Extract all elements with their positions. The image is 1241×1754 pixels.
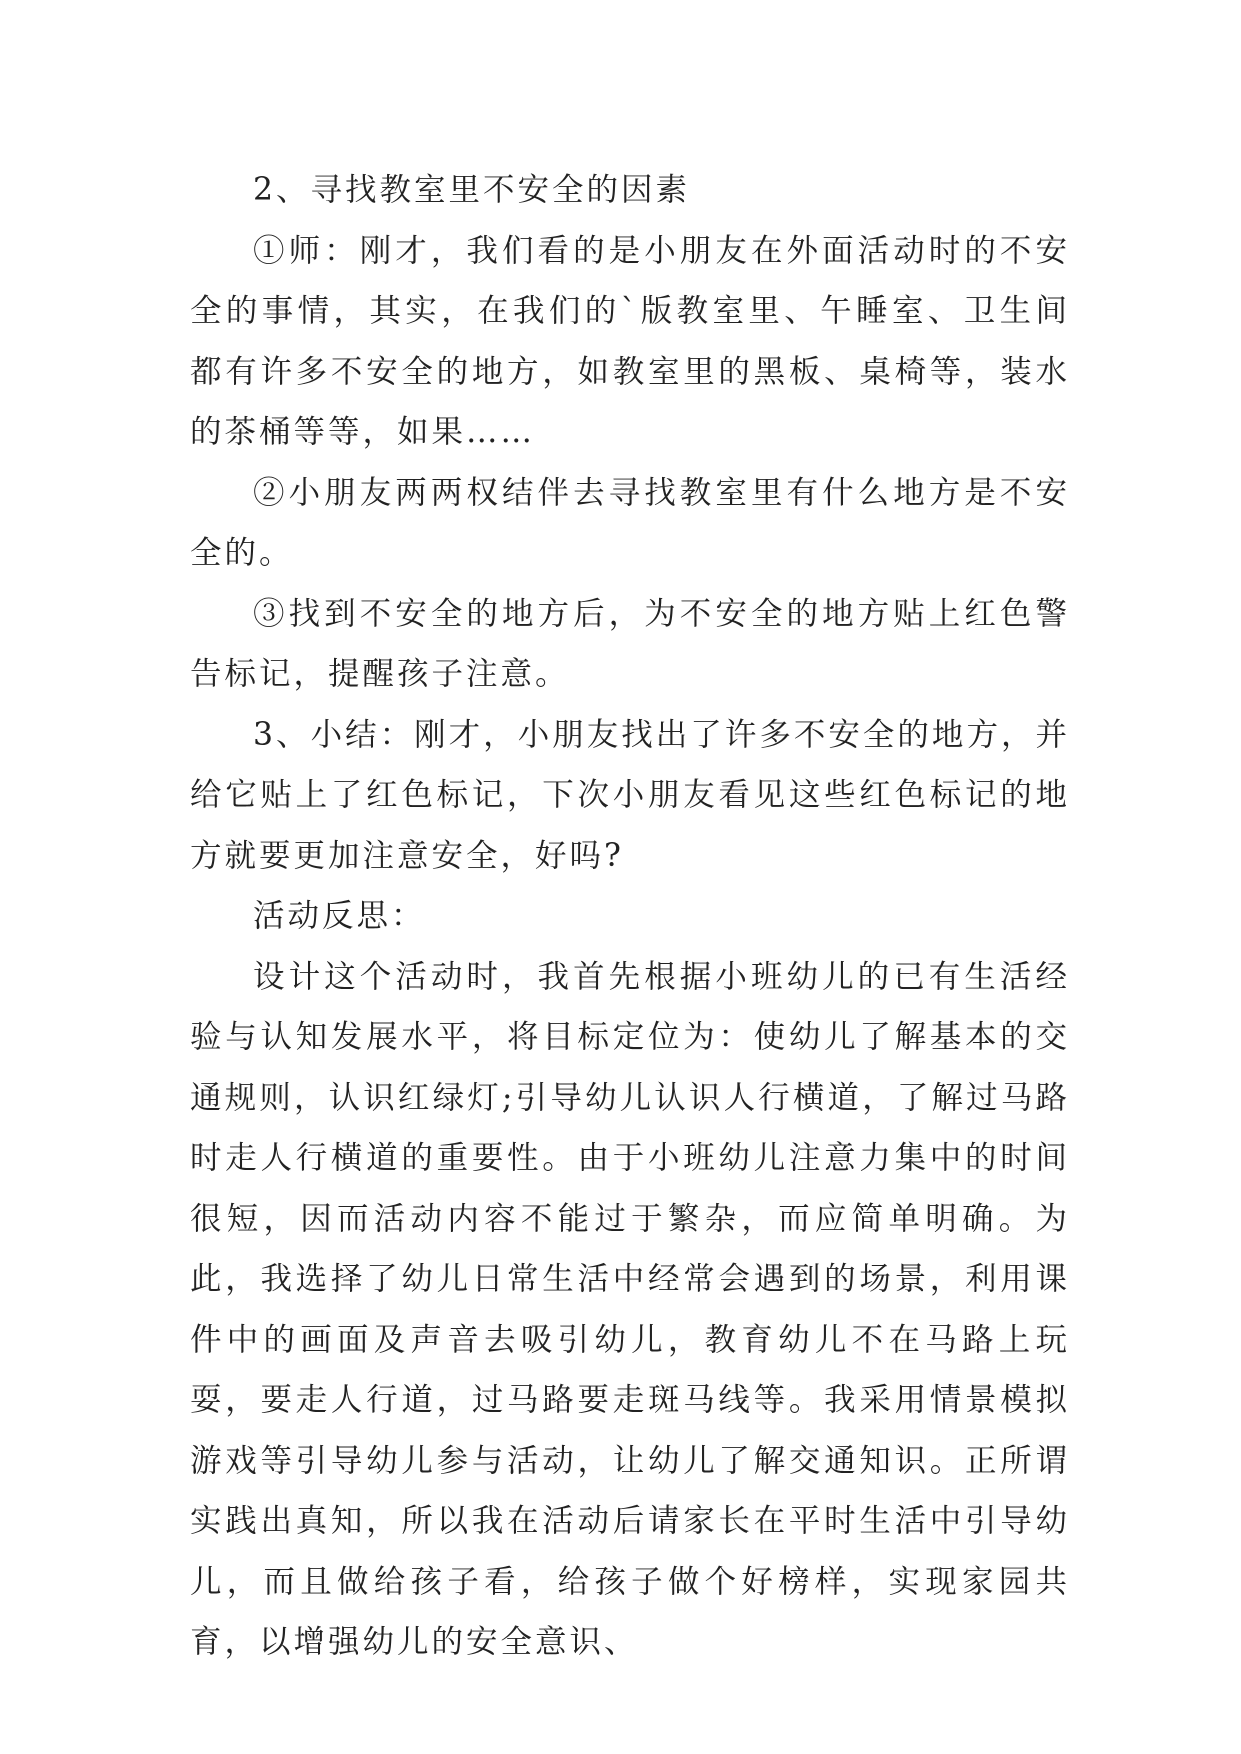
paragraph-step-2: 2、寻找教室里不安全的因素 — [253, 172, 691, 208]
section-heading-reflection: 活动反思： — [253, 898, 426, 934]
paragraph-reflection: 设计这个活动时，我首先根据小班幼儿的已有生活经验与认知发展水平，将目标定位为：使幼儿了解基本的交通规则，认识红绿灯;引导幼儿认识人行横道，了解过马路时走人行横道的重要性。由于小班幼儿注意力集中的时间很短，因而活动内容不能过于繁杂，而应简单明确。为此，我选择了幼儿日常生活中经常会遇到的场景，利用课件中的画面及声音去吸引幼儿，教育幼儿不在马路上玩耍，要走人行道，过马路要走斑马线等。我采用情景模拟游戏等引导幼儿参与活动，让幼儿了解交通知识。正所谓实践出真知，所以我在活动后请家长在平时生活中引导幼儿，而且做给孩子看，给孩子做个好榜样，实现家园共育，以增强幼儿的安全意识、 — [190, 958, 1070, 1660]
paragraph-teacher-talk: ①师：刚才，我们看的是小朋友在外面活动时的不安全的事情，其实，在我们的`版教室里、午睡室、卫生间都有许多不安全的地方，如教室里的黑板、桌椅等，装水的茶桶等等，如果…… — [190, 232, 1070, 450]
document-body — [190, 160, 1070, 1673]
paragraph-warning-marks: ③找到不安全的地方后，为不安全的地方贴上红色警告标记，提醒孩子注意。 — [190, 595, 1070, 692]
paragraph-pair-search: ②小朋友两两权结伴去寻找教室里有什么地方是不安全的。 — [190, 474, 1070, 571]
paragraph-summary: 3、小结：刚才，小朋友找出了许多不安全的地方，并给它贴上了红色标记，下次小朋友看见这些红色标记的地方就要更加注意安全，好吗? — [190, 716, 1070, 874]
